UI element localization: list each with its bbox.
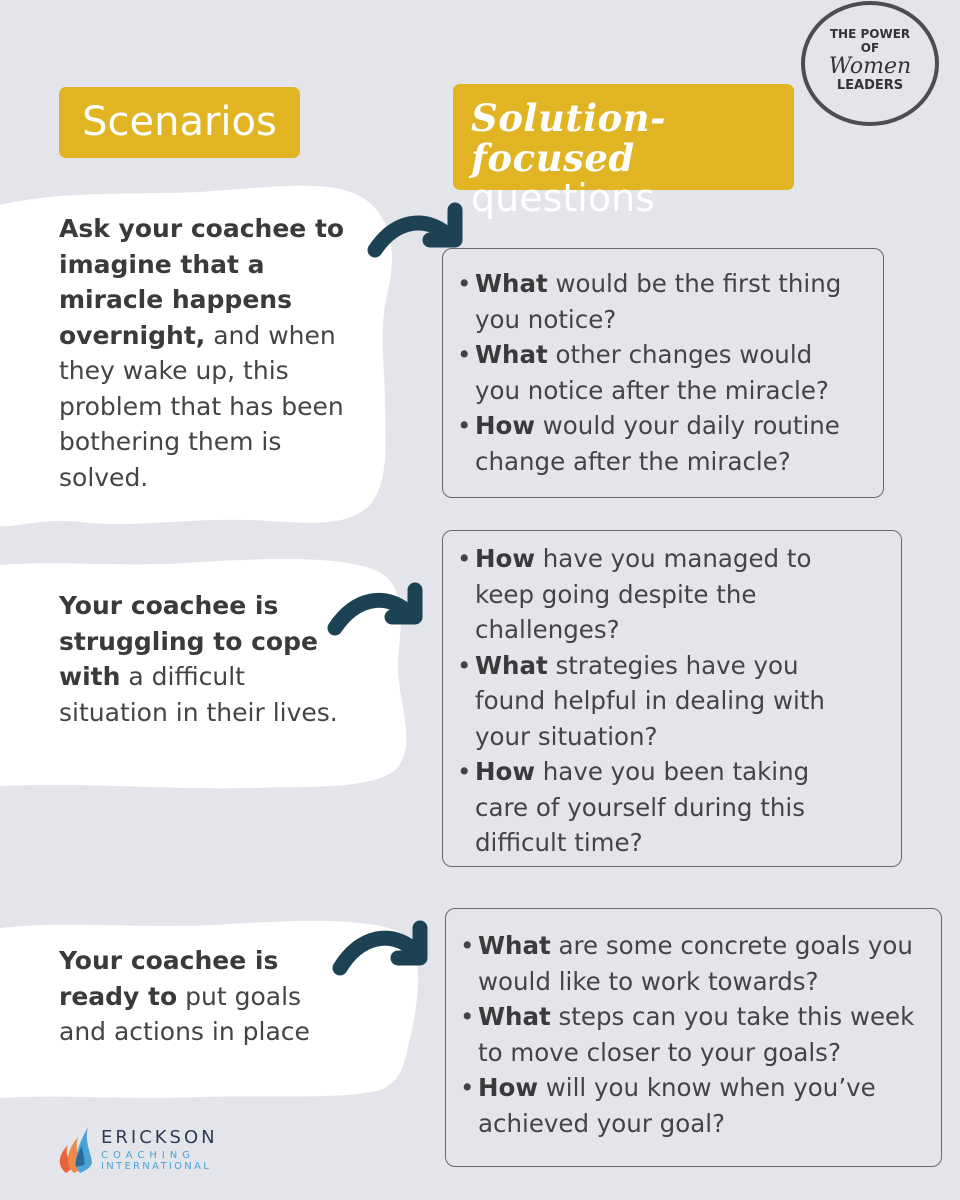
question-3-2-bold: What (478, 1002, 551, 1031)
question-2-1 (443, 541, 863, 648)
solution-focused-questions-heading (453, 84, 794, 220)
question-2-3-rest: have you been taking care of yourself during this difficult time? (475, 757, 810, 857)
question-3-1-bold: What (478, 931, 551, 960)
question-1-1-rest: would be the first thing you notice? (475, 269, 842, 334)
question-3-3-rest: will you know when you’ve achieved your goal? (478, 1073, 876, 1138)
question-3-2-rest: steps can you take this week to move closer to your goals? (478, 1002, 915, 1067)
question-3-1-rest: are some concrete goals you would like to work towards? (478, 931, 913, 996)
question-2-2 (443, 648, 863, 755)
scenario-3-text (59, 943, 349, 1050)
question-1-1-bold: What (475, 269, 548, 298)
scenario-3-bold: Your coachee is ready to (59, 946, 279, 1011)
question-1-3 (443, 408, 853, 479)
scenarios-heading: Scenarios (59, 87, 300, 158)
questions-box-3 (445, 908, 942, 1167)
questions-box-2 (442, 530, 902, 867)
scenario-2-rest: a difficult situation in their lives. (59, 662, 338, 727)
question-1-3-rest: would your daily routine change after the miracle? (475, 411, 840, 476)
question-1-2 (443, 337, 853, 408)
scenario-2-text (59, 588, 349, 730)
logo-coaching: COACHING (101, 1150, 196, 1161)
scenario-2-bold: Your coachee is struggling to cope with (59, 591, 318, 691)
heading-line-1: Solution-focused (471, 96, 666, 180)
question-2-3 (443, 754, 863, 861)
logo-international: INTERNATIONAL (101, 1161, 212, 1172)
question-1-3-bold: How (475, 411, 535, 440)
erickson-logo (52, 1123, 252, 1175)
scenario-1-rest: and when they wake up, this problem that has been bothering them is solved. (59, 320, 344, 492)
scenario-1-bold: Ask your coachee to imagine that a miracle happens overnight, (59, 214, 345, 350)
questions-box-1 (442, 248, 884, 498)
question-3-3-bold: How (478, 1073, 538, 1102)
question-1-2-bold: What (475, 340, 548, 369)
flame-icon (52, 1123, 96, 1175)
heading-line-2: questions (471, 176, 655, 220)
question-3-3 (446, 1070, 916, 1141)
question-2-1-bold: How (475, 544, 535, 573)
question-2-1-rest: have you managed to keep going despite the challenges? (475, 544, 812, 644)
question-3-2 (446, 999, 916, 1070)
question-1-1 (443, 266, 853, 337)
badge-line-3: Women (828, 54, 912, 79)
power-of-women-leaders-badge (801, 1, 939, 126)
logo-name: ERICKSON (101, 1127, 218, 1148)
question-1-2-rest: other changes would you notice after the miracle? (475, 340, 829, 405)
question-2-3-bold: How (475, 757, 535, 786)
question-3-1 (446, 928, 916, 999)
badge-line-1: THE POWER (829, 27, 911, 41)
question-2-2-rest: strategies have you found helpful in dealing with your situation? (475, 650, 825, 751)
scenario-3-rest: put goals and actions in place (59, 981, 310, 1046)
badge-line-2: OF (860, 41, 880, 55)
badge-line-4: LEADERS (836, 78, 904, 93)
scenario-1-text (59, 211, 369, 495)
question-2-2-bold: What (475, 650, 548, 680)
